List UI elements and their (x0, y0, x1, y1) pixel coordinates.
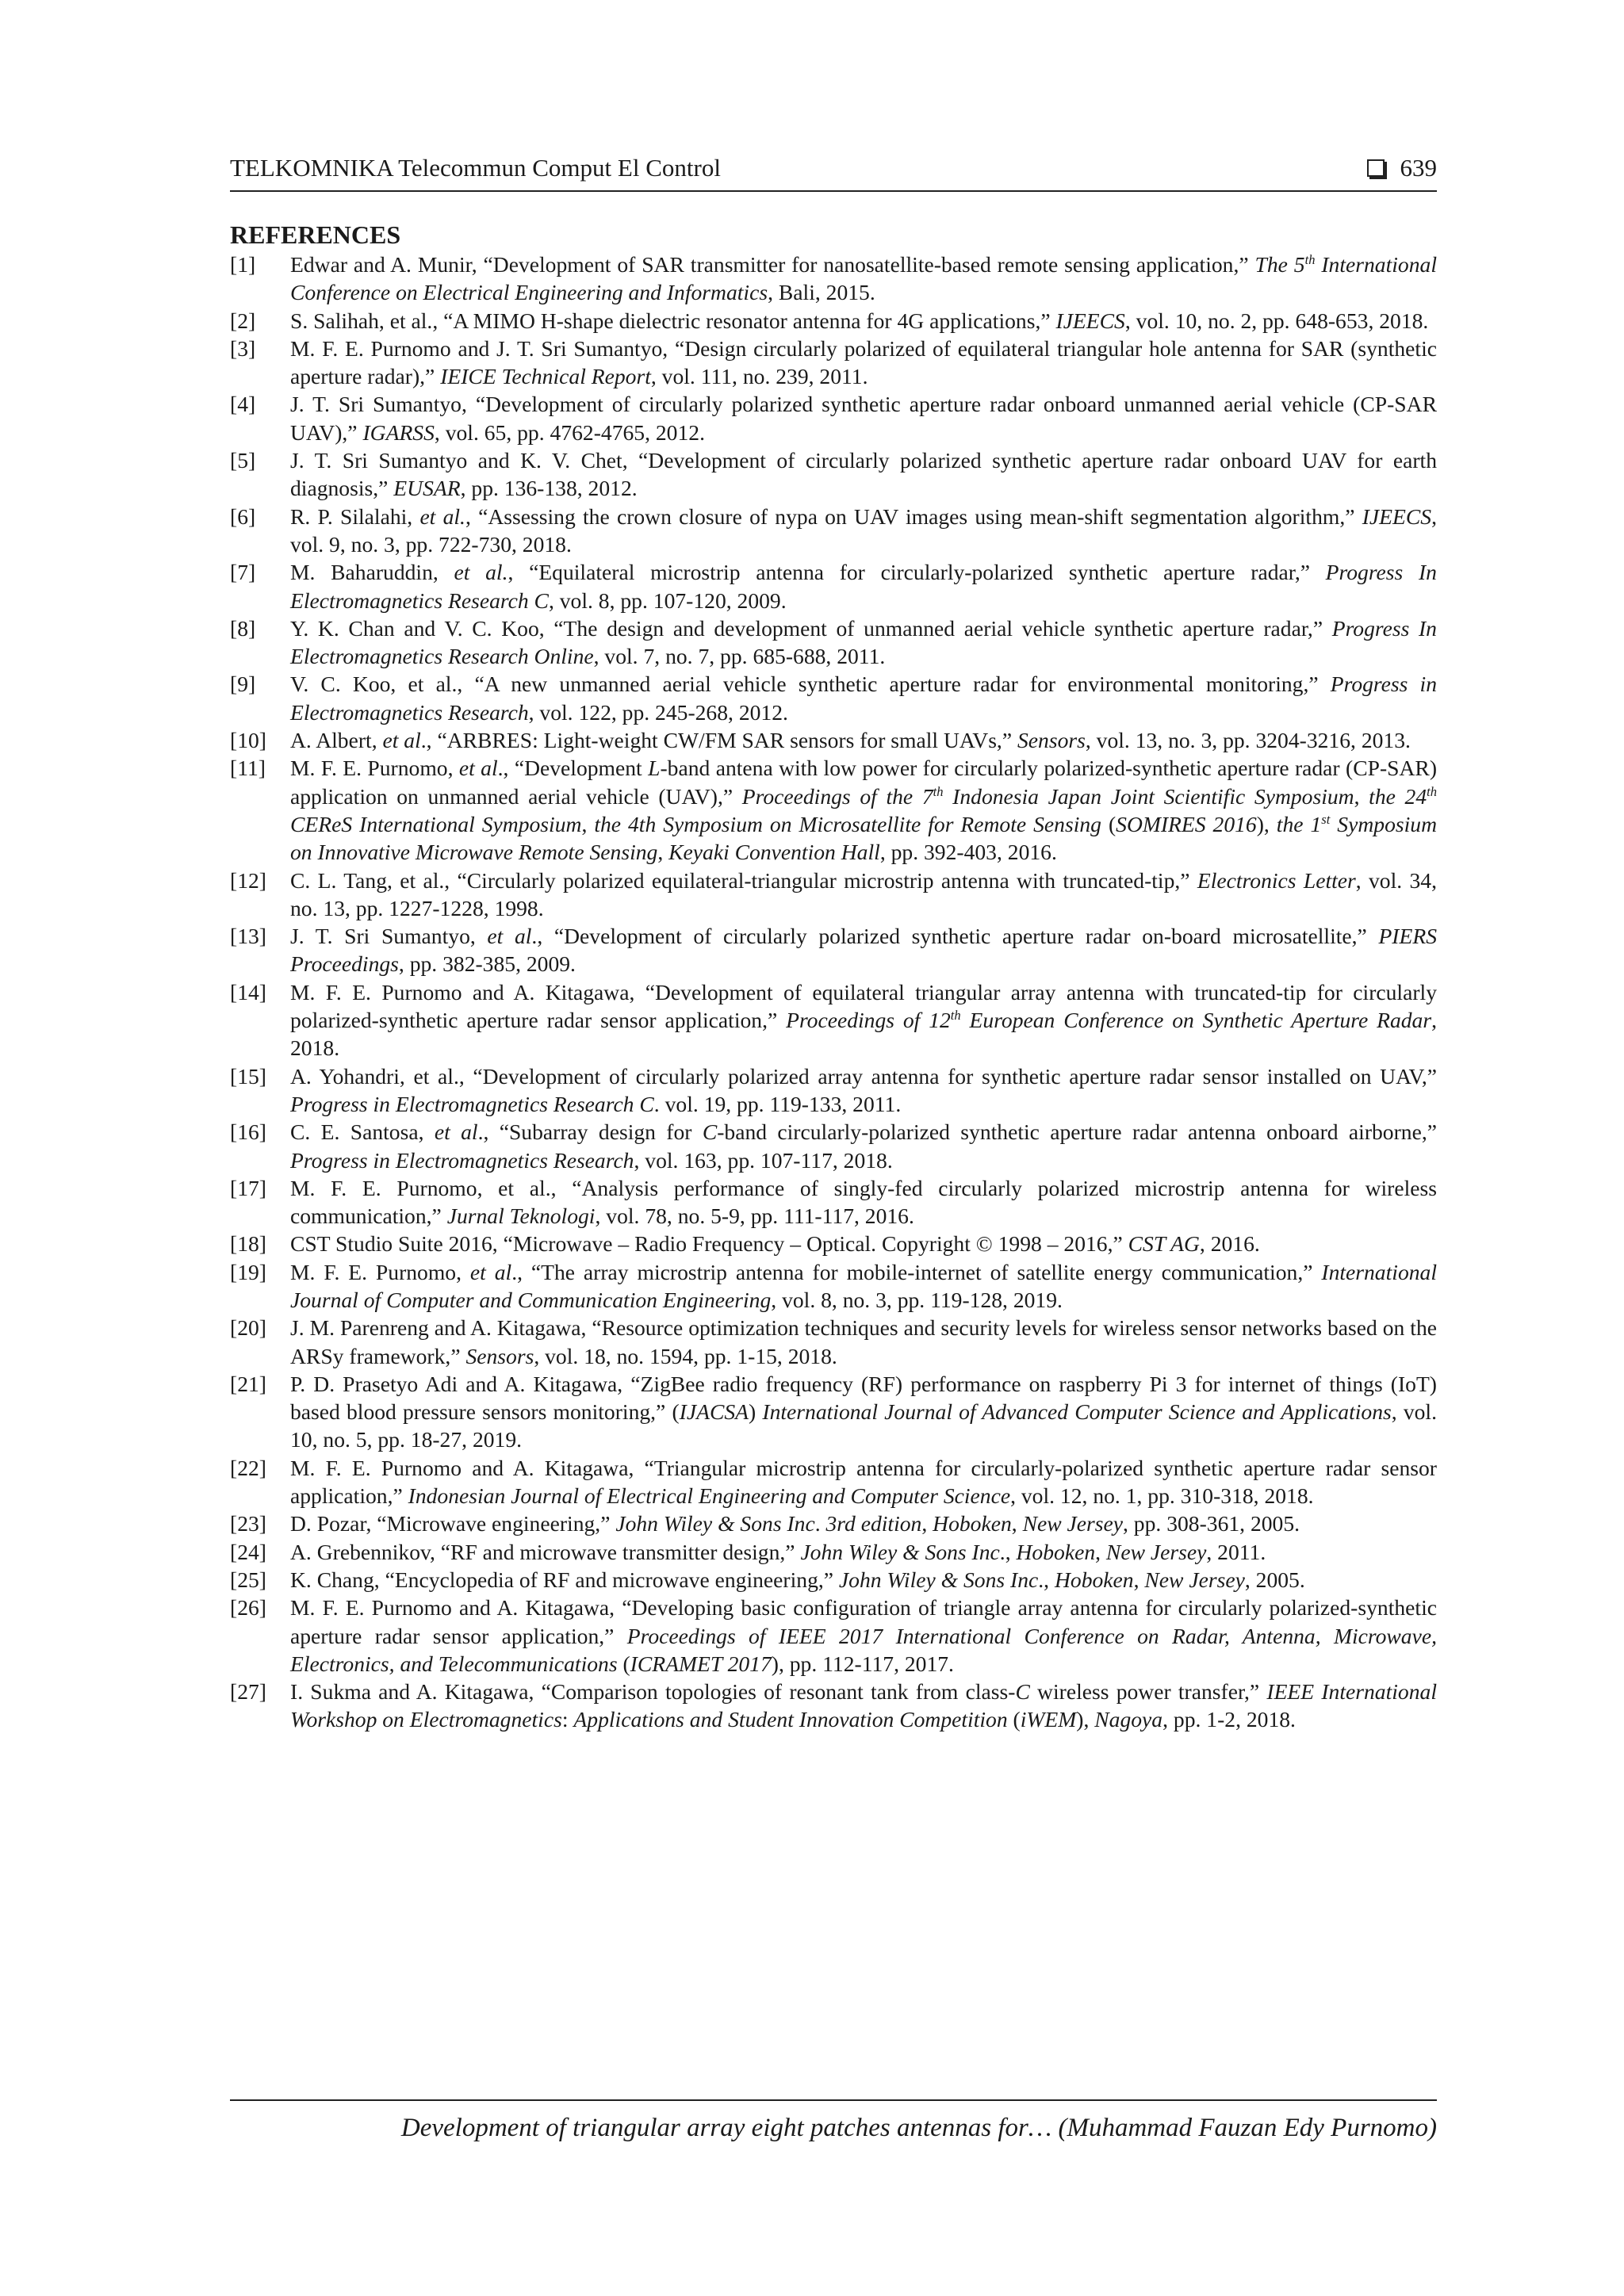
reference-item (230, 1370, 1437, 1454)
reference-item (230, 503, 1437, 559)
running-footer: Development of triangular array eight patches antennas for… (Muhammad Fauzan Edy Purnomo) (400, 2114, 1437, 2142)
reference-item (230, 1118, 1437, 1174)
reference-text: K. Chang, “Encyclopedia of RF and microwave engineering,” John Wiley & Sons Inc., Hoboken, New Jersey, 2005. (290, 1567, 1305, 1592)
reference-text: A. Grebennikov, “RF and microwave transmitter design,” John Wiley & Sons Inc., Hoboken, New Jersey, 2011. (290, 1539, 1266, 1564)
reference-text: J. M. Parenreng and A. Kitagawa, “Resource optimization techniques and security levels for wireless sensor networks based on the ARSy framework,” Sensors, vol. 18, no. 1594, pp. 1-15, 2018. (290, 1315, 1437, 1368)
reference-number: [9] (230, 672, 256, 697)
reference-text: M. F. E. Purnomo, et al., “Development L-band antena with low power for circularly polarized-synthetic aperture radar (CP-SAR) application on unmanned aerial vehicle (UAV),” Proceedings of the 7th Indonesia Japan Joint Scientific Symposium, the 24th CEReS International Symposium, the 4th Symposium on Microsatellite for Remote Sensing (SOMIRES 2016), the 1st Symposium on Innovative Microwave Remote Sensing, Keyaki Convention Hall, pp. 392-403, 2016. (290, 756, 1438, 865)
footer-divider (230, 2099, 1437, 2101)
reference-number: [21] (230, 1371, 266, 1396)
reference-number: [16] (230, 1119, 266, 1145)
reference-item (230, 1510, 1437, 1537)
reference-item (230, 335, 1437, 391)
reference-item (230, 670, 1437, 726)
reference-number: [25] (230, 1567, 266, 1592)
reference-item (230, 614, 1437, 671)
reference-number: [15] (230, 1063, 266, 1089)
reference-text: M. F. E. Purnomo, et al., “Analysis performance of singly-fed circularly polarized microstrip antenna for wireless communication,” Jurnal Teknologi, vol. 78, no. 5-9, pp. 111-117, 2016. (290, 1175, 1437, 1229)
reference-text: R. P. Silalahi, et al., “Assessing the crown closure of nypa on UAV images using mean-shift segmentation algorithm,” IJEECS, vol. 9, no. 3, pp. 722-730, 2018. (290, 503, 1437, 557)
reference-text: I. Sukma and A. Kitagawa, “Comparison topologies of resonant tank from class-C wireless power transfer,” IEEE International Workshop on Electromagnetics: Applications and Student Innovation Competition (iWEM), Nagoya, pp. 1-2, 2018. (290, 1679, 1437, 1732)
reference-number: [23] (230, 1511, 266, 1536)
reference-item (230, 754, 1437, 866)
reference-number: [26] (230, 1595, 266, 1621)
reference-number: [27] (230, 1679, 266, 1705)
reference-number: [12] (230, 867, 266, 893)
checkbox-square-icon (1367, 159, 1385, 177)
reference-item (230, 390, 1437, 446)
reference-text: J. T. Sri Sumantyo and K. V. Chet, “Development of circularly polarized synthetic aperture radar onboard UAV for earth diagnosis,” EUSAR, pp. 136-138, 2012. (290, 448, 1437, 501)
reference-item (230, 1230, 1437, 1257)
reference-text: M. F. E. Purnomo and J. T. Sri Sumantyo, “Design circularly polarized of equilateral triangular hole antenna for SAR (synthetic aperture radar),” IEICE Technical Report, vol. 111, no. 239, 2011. (290, 335, 1437, 389)
reference-text: Y. K. Chan and V. C. Koo, “The design and development of unmanned aerial vehicle synthetic aperture radar,” Progress In Electromagnetics Research Online, vol. 7, no. 7, pp. 685-688, 2011. (290, 615, 1437, 669)
reference-item (230, 922, 1437, 978)
references-section (230, 219, 1437, 1734)
reference-number: [4] (230, 392, 256, 417)
reference-item (230, 726, 1437, 754)
reference-number: [11] (230, 756, 266, 781)
reference-number: [8] (230, 615, 256, 641)
reference-item (230, 867, 1437, 923)
reference-text: V. C. Koo, et al., “A new unmanned aerial vehicle synthetic aperture radar for environmental monitoring,” Progress in Electromagnetics Research, vol. 122, pp. 245-268, 2012. (290, 672, 1437, 725)
reference-text: M. F. E. Purnomo and A. Kitagawa, “Developing basic configuration of triangle array antenna for circularly polarized-synthetic aperture radar sensor application,” Proceedings of IEEE 2017 International Conference on Radar, Antenna, Microwave, Electronics, and Telecommunications (ICRAMET 2017), pp. 112-117, 2017. (290, 1595, 1437, 1676)
reference-item (230, 1062, 1437, 1119)
reference-number: [6] (230, 503, 256, 529)
reference-text: M. F. E. Purnomo and A. Kitagawa, “Triangular microstrip antenna for circularly-polarized synthetic aperture radar sensor application,” Indonesian Journal of Electrical Engineering and Computer Science, vol. 12, no. 1, pp. 310-318, 2018. (290, 1455, 1437, 1509)
reference-number: [19] (230, 1259, 266, 1284)
page-number-group (1367, 154, 1438, 182)
reference-text: Edwar and A. Munir, “Development of SAR transmitter for nanosatellite-based remote sensing application,” The 5th International Conference on Electrical Engineering and Informatics, Bali, 2015. (290, 251, 1437, 305)
reference-text: M. F. E. Purnomo and A. Kitagawa, “Development of equilateral triangular array antenna with truncated-tip for circularly polarized-synthetic aperture radar sensor application,” Proceedings of 12th European Conference on Synthetic Aperture Radar, 2018. (290, 979, 1438, 1061)
page-number: 639 (1400, 154, 1437, 182)
reference-number: [24] (230, 1539, 266, 1564)
reference-text: J. T. Sri Sumantyo, “Development of circularly polarized synthetic aperture radar onboard unmanned aerial vehicle (CP-SAR UAV),” IGARSS, vol. 65, pp. 4762-4765, 2012. (290, 392, 1437, 445)
reference-number: [7] (230, 560, 256, 585)
reference-number: [22] (230, 1455, 266, 1480)
journal-title: TELKOMNIKA Telecommun Comput El Control (230, 154, 721, 182)
reference-item (230, 251, 1437, 307)
reference-text: M. Baharuddin, et al., “Equilateral microstrip antenna for circularly-polarized synthetic aperture radar,” Progress In Electromagnetics Research C, vol. 8, pp. 107-120, 2009. (290, 560, 1437, 613)
reference-text: M. F. E. Purnomo, et al., “The array microstrip antenna for mobile-internet of satellite energy communication,” International Journal of Computer and Communication Engineering, vol. 8, no. 3, pp. 119-128, 2019. (290, 1259, 1437, 1312)
reference-item (230, 1454, 1437, 1510)
reference-number: [3] (230, 335, 256, 361)
reference-text: C. L. Tang, et al., “Circularly polarized equilateral-triangular microstrip antenna with truncated-tip,” Electronics Letter, vol. 34, no. 13, pp. 1227-1228, 1998. (290, 867, 1437, 920)
page-header (230, 152, 1437, 192)
section-title: REFERENCES (230, 220, 401, 249)
reference-text: S. Salihah, et al., “A MIMO H-shape dielectric resonator antenna for 4G applications,” IJEECS, vol. 10, no. 2, pp. 648-653, 2018. (290, 308, 1429, 333)
reference-item (230, 446, 1437, 503)
reference-number: [20] (230, 1315, 266, 1341)
reference-text: P. D. Prasetyo Adi and A. Kitagawa, “ZigBee radio frequency (RF) performance on raspberry Pi 3 for internet of things (IoT) based blood pressure sensors monitoring,” (IJACSA) International Journal of Advanced Computer Science and Applications, vol. 10, no. 5, pp. 18-27, 2019. (290, 1371, 1437, 1452)
reference-text: D. Pozar, “Microwave engineering,” John Wiley & Sons Inc. 3rd edition, Hoboken, New Jersey, pp. 308-361, 2005. (290, 1511, 1300, 1536)
reference-text: J. T. Sri Sumantyo, et al., “Development of circularly polarized synthetic aperture radar on-board microsatellite,” PIERS Proceedings, pp. 382-385, 2009. (290, 924, 1437, 977)
reference-text: C. E. Santosa, et al., “Subarray design for C-band circularly-polarized synthetic aperture radar antenna onboard airborne,” Progress in Electromagnetics Research, vol. 163, pp. 107-117, 2018. (290, 1119, 1437, 1173)
reference-number: [14] (230, 979, 266, 1004)
reference-list (230, 251, 1437, 1734)
reference-number: [13] (230, 924, 266, 949)
reference-item (230, 1538, 1437, 1566)
reference-number: [1] (230, 252, 256, 277)
reference-text: CST Studio Suite 2016, “Microwave – Radio Frequency – Optical. Copyright © 1998 – 2016,” CST AG, 2016. (290, 1231, 1260, 1257)
reference-text: A. Yohandri, et al., “Development of circularly polarized array antenna for synthetic aperture radar sensor installed on UAV,” Progress in Electromagnetics Research C. vol. 19, pp. 119-133, 2011. (290, 1063, 1437, 1116)
reference-item (230, 1566, 1437, 1594)
reference-item (230, 558, 1437, 614)
reference-item (230, 978, 1437, 1062)
reference-number: [2] (230, 308, 256, 333)
reference-item (230, 1258, 1437, 1314)
reference-item (230, 1594, 1437, 1678)
reference-item (230, 1314, 1437, 1370)
reference-item (230, 1678, 1437, 1734)
reference-number: [18] (230, 1231, 266, 1257)
reference-item (230, 307, 1437, 335)
reference-item (230, 1174, 1437, 1230)
reference-number: [5] (230, 448, 256, 473)
reference-text: A. Albert, et al., “ARBRES: Light-weight CW/FM SAR sensors for small UAVs,” Sensors, vol. 13, no. 3, pp. 3204-3216, 2013. (290, 728, 1411, 753)
reference-number: [10] (230, 728, 266, 753)
reference-number: [17] (230, 1175, 266, 1200)
